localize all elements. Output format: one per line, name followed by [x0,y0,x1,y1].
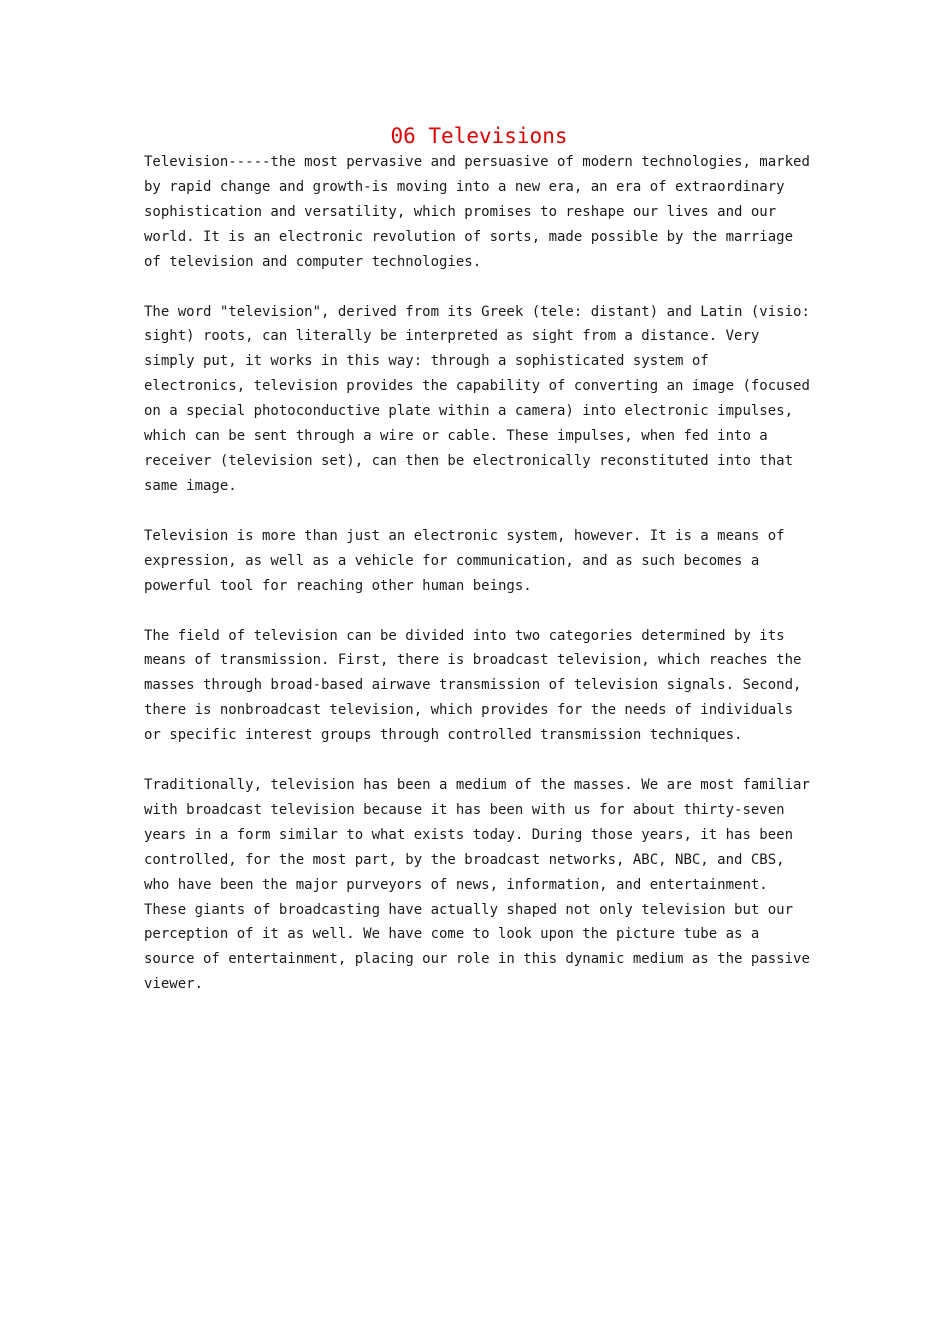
paragraph-2: The word "television", derived from its Greek (tele: distant) and Latin (visio: sight) roots, can literally be interpreted as sight from a distance. Very simply put, it works in this way: through a sophisticated system of electronics, television provides the capability of converting an image (focused on a special photoconductive plate within a camera) into electronic impulses, which can be sent through a wire or cable. These impulses, when fed into a receiver (television set), can then be electronically reconstituted into that same image. [144,303,810,494]
document-body [144,122,814,1022]
paragraph-3: Television is more than just an electronic system, however. It is a means of expression, as well as a vehicle for communication, and as such becomes a powerful tool for reaching other human beings. [144,527,785,594]
paragraph-1: Television-----the most pervasive and persuasive of modern technologies, marked by rapid change and growth-is moving into a new era, an era of extraordinary sophistication and versatility, which promises to reshape our lives and our world. It is an electronic revolution of sorts, made possible by the marriage of television and computer technologies. [144,154,810,270]
paragraph-4: The field of television can be divided into two categories determined by its means of transmission. First, there is broadcast television, which reaches the masses through broad-based airwave transmission of television signals. Second, there is nonbroadcast television, which provides for the needs of individuals or specific interest groups through controlled transmission techniques. [144,627,802,744]
paragraph-5: Traditionally, television has been a medium of the masses. We are most familiar with broadcast television because it has been with us for about thirty-seven years in a form similar to what exists today. During those years, it has been controlled, for the most part, by the broadcast networks, ABC, NBC, and CBS, who have been the major purveyors of news, information, and entertainment. These giants of broadcasting have actually shaped not only television but our perception of it as well. We have come to look upon the picture tube as a source of entertainment, placing our role in this dynamic medium as the passive viewer. [144,777,810,993]
document-title: 06 Televisions [390,124,568,148]
